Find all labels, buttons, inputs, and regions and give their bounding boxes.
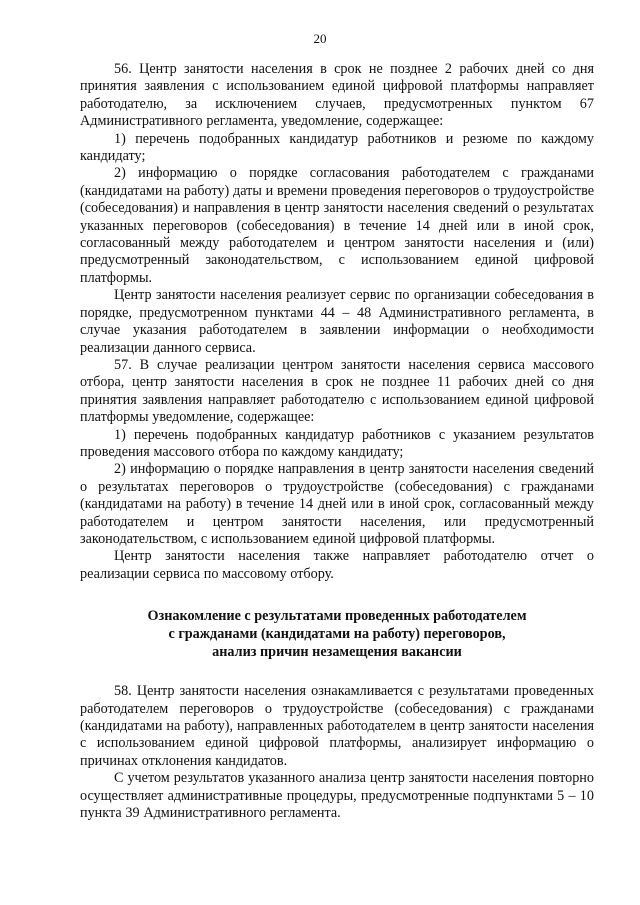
paragraph-56-item-2: 2) информацию о порядке согласования работодателем с гражданами (кандидатами на работу) даты и времени проведения переговоров о трудоустройстве (собеседования) и направления в центр занятости населения сведений о результатах указанных переговоров (собеседования) в течение 14 дней или в иной срок, согласованный между работодателем и центром занятости населения и (или) предусмотренный законодательством, с использованием единой цифровой платформы. <box>80 165 594 286</box>
section-heading-line-3: анализ причин незамещения вакансии <box>212 644 462 661</box>
section-heading-line-1: Ознакомление с результатами проведенных работодателем <box>147 608 527 625</box>
document-body <box>80 61 594 822</box>
paragraph-57-report: Центр занятости населения также направляет работодателю отчет о реализации сервиса по массовому отбору. <box>80 548 594 582</box>
paragraph-56-service: Центр занятости населения реализует сервис по организации собеседования в порядке, предусмотренном пунктами 44 – 48 Административного регламента, в случае указания работодателем в заявлении информации о необходимости реализации данного сервиса. <box>80 287 594 356</box>
paragraph-58-repeat: С учетом результатов указанного анализа центр занятости населения повторно осуществляет административные процедуры, предусмотренные подпунктами 5 – 10 пункта 39 Административного регламента. <box>80 770 594 822</box>
paragraph-57-item-1: 1) перечень подобранных кандидатур работников с указанием результатов проведения массового отбора по каждому кандидату; <box>80 426 594 460</box>
page-number: 20 <box>313 31 327 46</box>
section-heading <box>80 607 594 661</box>
paragraph-56-item-1: 1) перечень подобранных кандидатур работников и резюме по каждому кандидату; <box>80 130 594 165</box>
paragraph-56: 56. Центр занятости населения в срок не позднее 2 рабочих дней со дня принятия заявления с использованием единой цифровой платформы направляет работодателю, за исключением случаев, предусмотренных пунктом 67 Административного регламента, уведомление, содержащее: <box>80 61 594 130</box>
paragraph-57: 57. В случае реализации центром занятости населения сервиса массового отбора, центр занятости населения в срок не позднее 11 рабочих дней со дня принятия заявления направляет работодателю с использованием единой цифровой платформы уведомление, содержащее: <box>80 356 594 426</box>
paragraph-58: 58. Центр занятости населения ознакамливается с результатами проведенных работодателем переговоров о трудоустройстве (собеседования) с гражданами (кандидатами на работу), направленных работодателем в центр занятости населения с использованием единой цифровой платформы, анализирует информацию о причинах отклонения кандидатов. <box>80 683 594 769</box>
section-heading-line-2: с гражданами (кандидатами на работу) переговоров, <box>168 626 506 643</box>
paragraph-57-item-2: 2) информацию о порядке направления в центр занятости населения сведений о результатах переговоров о трудоустройстве (собеседования) с гражданами (кандидатами на работу) в течение 14 дней или в иной срок, согласованный между работодателем и центром занятости населения, или предусмотренный законодательством, с использованием единой цифровой платформы. <box>80 461 594 547</box>
